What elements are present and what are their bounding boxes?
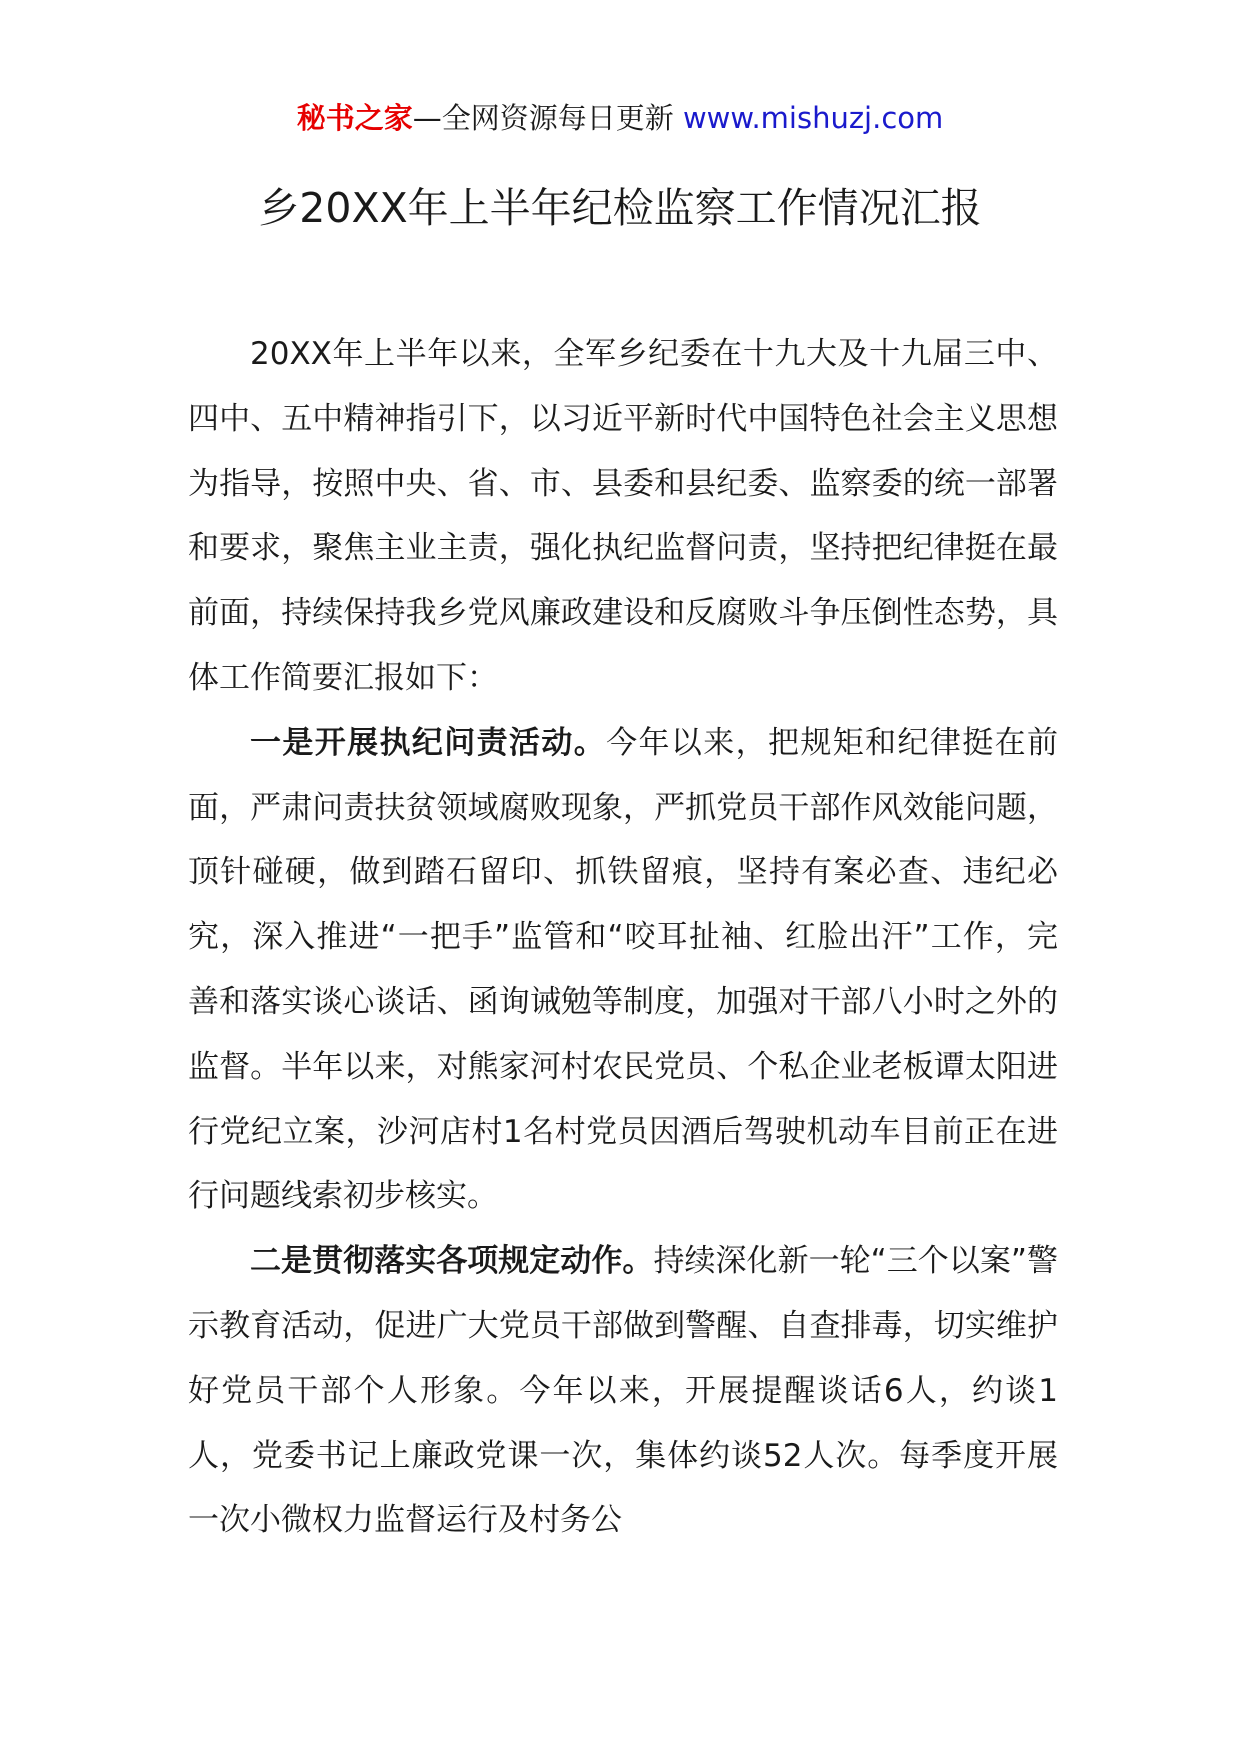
paragraph-section-2 [188,1229,1058,1553]
brand-name: 秘书之家 [296,101,413,135]
paragraph-intro [188,322,1058,711]
site-url-link[interactable]: www.mishuzj.com [682,101,944,135]
document-title: 乡20XX年上半年纪检监察工作情况汇报 [258,184,982,232]
paragraph-section-1 [188,711,1058,1229]
paragraph-lead: 二是贯彻落实各项规定动作。 [250,1243,654,1280]
site-header [0,98,1240,138]
brand-slogan: —全网资源每日更新 [412,101,674,135]
paragraph-lead: 一是开展执纪问责活动。 [250,724,607,761]
paragraph-text: 持续深化新一轮“三个以案”警示教育活动，促进广大党员干部做到警醒、自查排毒，切实维护好党员干部个人形象。今年以来，开展提醒谈话6人，约谈1人，党委书记上廉政党课一次，集体约谈52人次。每季度开展一次小微权力监督运行及村务公 [188,1243,1058,1539]
paragraph-text: 20XX年上半年以来，全军乡纪委在十九大及十九届三中、四中、五中精神指引下，以习近平新时代中国特色社会主义思想为指导，按照中央、省、市、县委和县纪委、监察委的统一部署和要求，聚焦主业主责，强化执纪监督问责，坚持把纪律挺在最前面，持续保持我乡党风廉政建设和反腐败斗争压倒性态势，具体工作简要汇报如下： [188,336,1058,696]
document-body [188,322,1058,1553]
paragraph-text: 今年以来，把规矩和纪律挺在前面，严肃问责扶贫领域腐败现象，严抓党员干部作风效能问题，顶针碰硬，做到踏石留印、抓铁留痕，坚持有案必查、违纪必究，深入推进“一把手”监管和“咬耳扯袖、红脸出汗”工作，完善和落实谈心谈话、函询诫勉等制度，加强对干部八小时之外的监督。半年以来，对熊家河村农民党员、个私企业老板谭太阳进行党纪立案，沙河店村1名村党员因酒后驾驶机动车目前正在进行问题线索初步核实。 [188,724,1058,1215]
